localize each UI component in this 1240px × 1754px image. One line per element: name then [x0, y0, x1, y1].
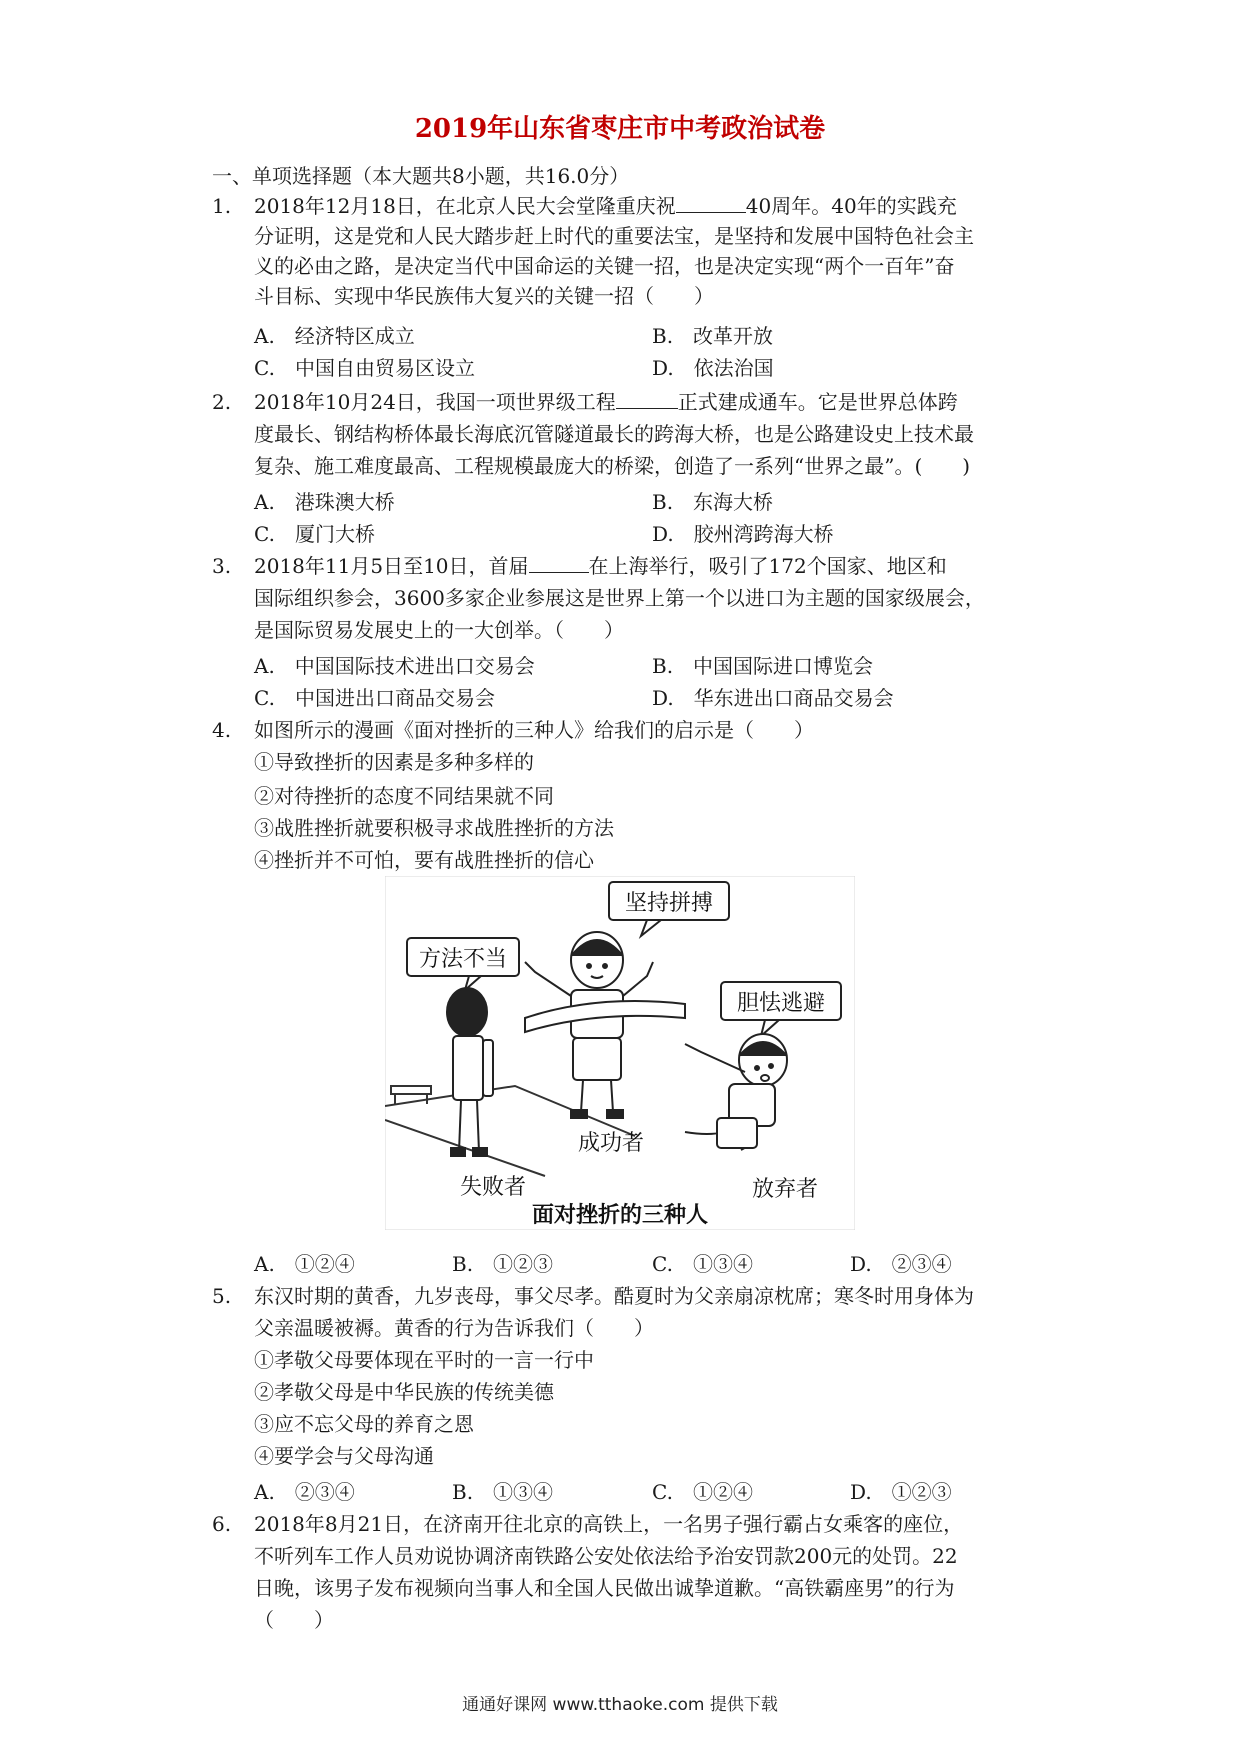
question-text: 国际组织参会，3600多家企业参展这是世界上第一个以进口为主题的国家级展会， — [254, 586, 985, 610]
question-text: 2018年12月18日，在北京人民大会堂隆重庆祝 40周年。40年的实践充 — [254, 194, 957, 218]
statement-1: ①孝敬父母要体现在平时的一言一行中 — [254, 1348, 594, 1372]
label-fail: 失败者 — [459, 1175, 527, 1200]
option-a: A. 中国国际技术进出口交易会 — [254, 654, 535, 678]
question-number: 6. — [212, 1512, 232, 1536]
option-b: B. 改革开放 — [652, 324, 774, 348]
option-c: C. 厦门大桥 — [254, 522, 375, 546]
question-number: 4. — [212, 718, 232, 742]
cartoon-caption: 面对挫折的三种人 — [531, 1203, 709, 1228]
statement-4: ④要学会与父母沟通 — [254, 1444, 434, 1468]
answer-blank — [529, 554, 589, 573]
cartoon-illustration — [385, 876, 855, 1230]
question-text: 义的必由之路，是决定当代中国命运的关键一招，也是决定实现“两个一百年”奋 — [254, 254, 955, 278]
question-text: （ ） — [254, 1608, 334, 1632]
option-b: B. 中国国际进口博览会 — [652, 654, 874, 678]
statement-3: ③战胜挫折就要积极寻求战胜挫折的方法 — [254, 816, 614, 840]
question-text: 父亲温暖被褥。黄香的行为告诉我们（ ） — [254, 1316, 654, 1340]
page-title: 2019年山东省枣庄市中考政治试卷 — [414, 114, 826, 144]
question-text: 2018年8月21日，在济南开往北京的高铁上，一名男子强行霸占女乘客的座位， — [254, 1512, 964, 1536]
statement-2: ②孝敬父母是中华民族的传统美德 — [254, 1380, 554, 1404]
option-a: A. ①②④ — [254, 1252, 355, 1276]
section-heading: 一、单项选择题（本大题共8小题，共16.0分） — [212, 164, 630, 188]
statement-3: ③应不忘父母的养育之恩 — [254, 1412, 474, 1436]
question-text: 不听列车工作人员劝说协调济南铁路公安处依法给予治安罚款200元的处罚。22 — [254, 1544, 958, 1568]
statement-4: ④挫折并不可怕，要有战胜挫折的信心 — [254, 848, 594, 872]
question-text: 2018年10月24日，我国一项世界级工程 正式建成通车。它是世界总体跨 — [254, 390, 958, 414]
question-number: 5. — [212, 1284, 232, 1308]
question-text: 斗目标、实现中华民族伟大复兴的关键一招（ ） — [254, 284, 714, 308]
question-text: 是国际贸易发展史上的一大创举。（ ） — [254, 618, 624, 642]
bubble-text-wrong-method: 方法不当 — [418, 947, 508, 972]
question-text: 东汉时期的黄香，九岁丧母，事父尽孝。酷夏时为父亲扇凉枕席；寒冬时用身体为 — [254, 1284, 974, 1308]
option-c: C. 中国进出口商品交易会 — [254, 686, 495, 710]
option-d: D. ①②③ — [850, 1480, 952, 1504]
option-c: C. ①③④ — [652, 1252, 753, 1276]
option-a: A. 经济特区成立 — [254, 324, 415, 348]
question-number: 2. — [212, 390, 232, 414]
option-a: A. ②③④ — [254, 1480, 355, 1504]
option-c: C. 中国自由贸易区设立 — [254, 356, 475, 380]
bubble-text-persevere: 坚持拼搏 — [624, 891, 714, 916]
option-a: A. 港珠澳大桥 — [254, 490, 395, 514]
label-success: 成功者 — [577, 1131, 645, 1156]
answer-blank — [616, 390, 678, 409]
option-c: C. ①②④ — [652, 1480, 753, 1504]
label-quit: 放弃者 — [751, 1177, 819, 1202]
page-footer: 通通好课网 www.tthaoke.com 提供下载 — [462, 1695, 778, 1715]
question-text: 度最长、钢结构桥体最长海底沉管隧道最长的跨海大桥，也是公路建设史上技术最 — [254, 422, 974, 446]
option-d: D. 依法治国 — [652, 356, 774, 380]
option-b: B. 东海大桥 — [652, 490, 774, 514]
option-d: D. 胶州湾跨海大桥 — [652, 522, 834, 546]
statement-2: ②对待挫折的态度不同结果就不同 — [254, 784, 554, 808]
question-text: 2018年11月5日至10日，首届 在上海举行，吸引了172个国家、地区和 — [254, 554, 947, 578]
question-number: 1. — [212, 194, 232, 218]
bubble-text-timid: 胆怯逃避 — [736, 991, 826, 1016]
option-d: D. 华东进出口商品交易会 — [652, 686, 894, 710]
answer-blank — [676, 194, 746, 213]
option-d: D. ②③④ — [850, 1252, 952, 1276]
question-text: 复杂、施工难度最高、工程规模最庞大的桥梁，创造了一系列“世界之最”。( ) — [254, 454, 971, 478]
question-text: 如图所示的漫画《面对挫折的三种人》给我们的启示是（ ） — [254, 718, 814, 742]
question-text: 日晚，该男子发布视频向当事人和全国人民做出诚挚道歉。“高铁霸座男”的行为 — [254, 1576, 955, 1600]
option-b: B. ①②③ — [452, 1252, 554, 1276]
question-number: 3. — [212, 554, 232, 578]
statement-1: ①导致挫折的因素是多种多样的 — [254, 750, 534, 774]
option-b: B. ①③④ — [452, 1480, 554, 1504]
question-text: 分证明，这是党和人民大踏步赶上时代的重要法宝，是坚持和发展中国特色社会主 — [254, 224, 974, 248]
